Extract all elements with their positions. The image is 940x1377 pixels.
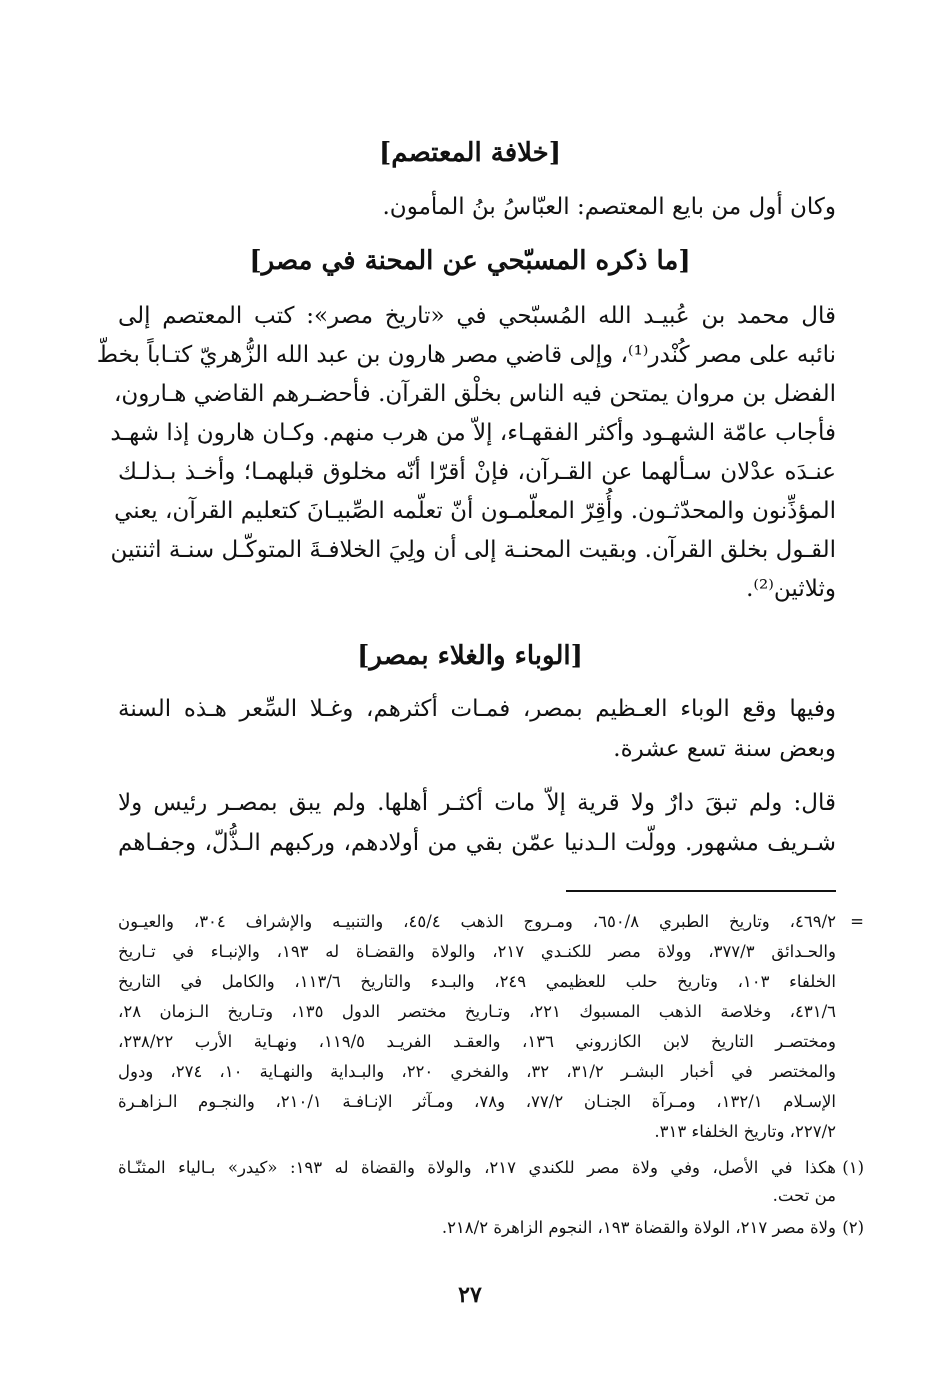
footnote-1-line: من تحت. (772, 1186, 836, 1205)
paragraph-line: وكان أول من بايع المعتصم: العبّاسُ بنُ المأمون. (382, 194, 836, 220)
footnote-continuation-mark: = (850, 912, 864, 931)
section-heading-mihna: [ما ذكره المسبّحي عن المحنة في مصر] (249, 246, 691, 276)
paragraph-line: قال: ولم تبقَ دارٌ ولا قرية إلاّ مات أكثـر أهلها. ولم يبق بمصـر رئيس ولا (118, 790, 836, 816)
footnote-line: والمختصر في أخبار البشـر ٣١/٢، ٣٢، والفخري ٢٢٠، والبـداية والنهـاية ١٠، ٢٧٤، ودول (118, 1062, 836, 1081)
section-heading-plague: [الوباء والغلاء بمصر] (357, 641, 583, 671)
paragraph-line: وثلاثين⁽²⁾. (746, 576, 836, 602)
footnote-line: ٤٣١/٦، وخلاصة الذهب المسبوك ٢٢١، وتـاريخ مختصر الدول ١٣٥، وتـاريخ الـزمان ٢٨، (118, 1002, 836, 1021)
footnote-separator (566, 890, 836, 892)
paragraph-line: وبعض سنة تسع عشرة. (613, 736, 836, 762)
footnote-1-mark: (١) (842, 1158, 864, 1177)
page-number: ٢٧ (458, 1282, 482, 1308)
footnote-line: ٢٢٧/٢، وتاريخ الخلفاء ٣١٣. (654, 1122, 836, 1141)
footnote-2-line: ولاة مصر ٢١٧، الولاة والقضاة ١٩٣، النجوم الزاهرة ٢١٨/٢. (441, 1218, 836, 1237)
footnote-2-mark: (٢) (842, 1218, 864, 1237)
paragraph-line: المؤذِّنون والمحدّثـون. وأُقِرّ المعلّمـون أنّ تعلّمه الصِّبيـانَ كتعليم القرآن، يعني (114, 498, 836, 524)
footnote-line: والحـدائق ٣٧٧/٣، وولاة مصر للكنـدي ٢١٧، والولاة والقضـاة له ١٩٣، والإنبـاء في تـاريخ (118, 942, 836, 961)
paragraph-line: وفيها وقع الوباء العـظيم بمصر، فمـات أكثرهم، وغـلا السِّعر هـذه السنة (118, 696, 836, 722)
paragraph-line: قال محمد بن عُبيـد الله المُسبّحي في «تاريخ مصر»: كتب المعتصم إلى (118, 303, 836, 329)
footnote-line: الإسـلام ١٣٢/١، ومـرآة الجنـان ٧٧/٢، و٧٨، ومـآثر الإنـافـة ٢١٠/١، والنجـوم الـزاهـرة (118, 1092, 836, 1111)
footnote-line: الخلفاء ١٠٣، وتاريخ حلب للعظيمي ٢٤٩، والبـدء والتاريخ ١١٣/٦، والكامل في التاريخ (118, 972, 836, 991)
paragraph-line: عنـدَه عدْلان سـألهما عن القـرآن، فإنْ أقرّا أنّه مخلوق قبلهمـا؛ وأخـذ بـذلـك (118, 459, 836, 485)
footnote-line: ٤٦٩/٢، وتاريخ الطبري ٦٥٠/٨، ومـروج الذهب ٤٥/٤، والتنبيـه والإشراف ٣٠٤، والعيـون (118, 912, 836, 931)
paragraph-line: فأجاب عامّة الشهـود وأكثر الفقهـاء، إلاّ من هرب منهم. وكـان هارون إذا شهـد (110, 420, 836, 446)
paragraph-line: الفضل بن مروان يمتحن فيه الناس بخلْق القرآن. فأحضـرهم القاضي هـارون، (113, 381, 836, 407)
footnote-line: ومختصـر التاريخ لابن الكازروني ١٣٦، والعقـد الفريـد ١١٩/٥، ونهـاية الأرب ٢٣٨/٢٢، (118, 1032, 836, 1051)
paragraph-line: شـريف مشهور. وولّت الـدنيا عمّن بقي من أولادهم، وركبهم الـذُّلّ، وجفـاهم (118, 830, 836, 856)
paragraph-line: نائبه على مصر كُنْدر⁽¹⁾، وإلى قاضي مصر هارون بن عبد الله الزُّهريّ كتـاباً بخطّ (96, 342, 836, 368)
section-heading-caliphate: [خلافة المعتصم] (378, 138, 562, 168)
footnote-1-line: هكذا في الأصل، وفي ولاة مصر للكندي ٢١٧، والولاة والقضاة له ١٩٣: «كيدر» بـالياء المثنّـاة (118, 1158, 837, 1177)
paragraph-line: القـول بخلق القرآن. وبقيت المحنـة إلى أن ولِيَ الخلافـةَ المتوكّـل سنـة اثنتين (110, 537, 836, 563)
